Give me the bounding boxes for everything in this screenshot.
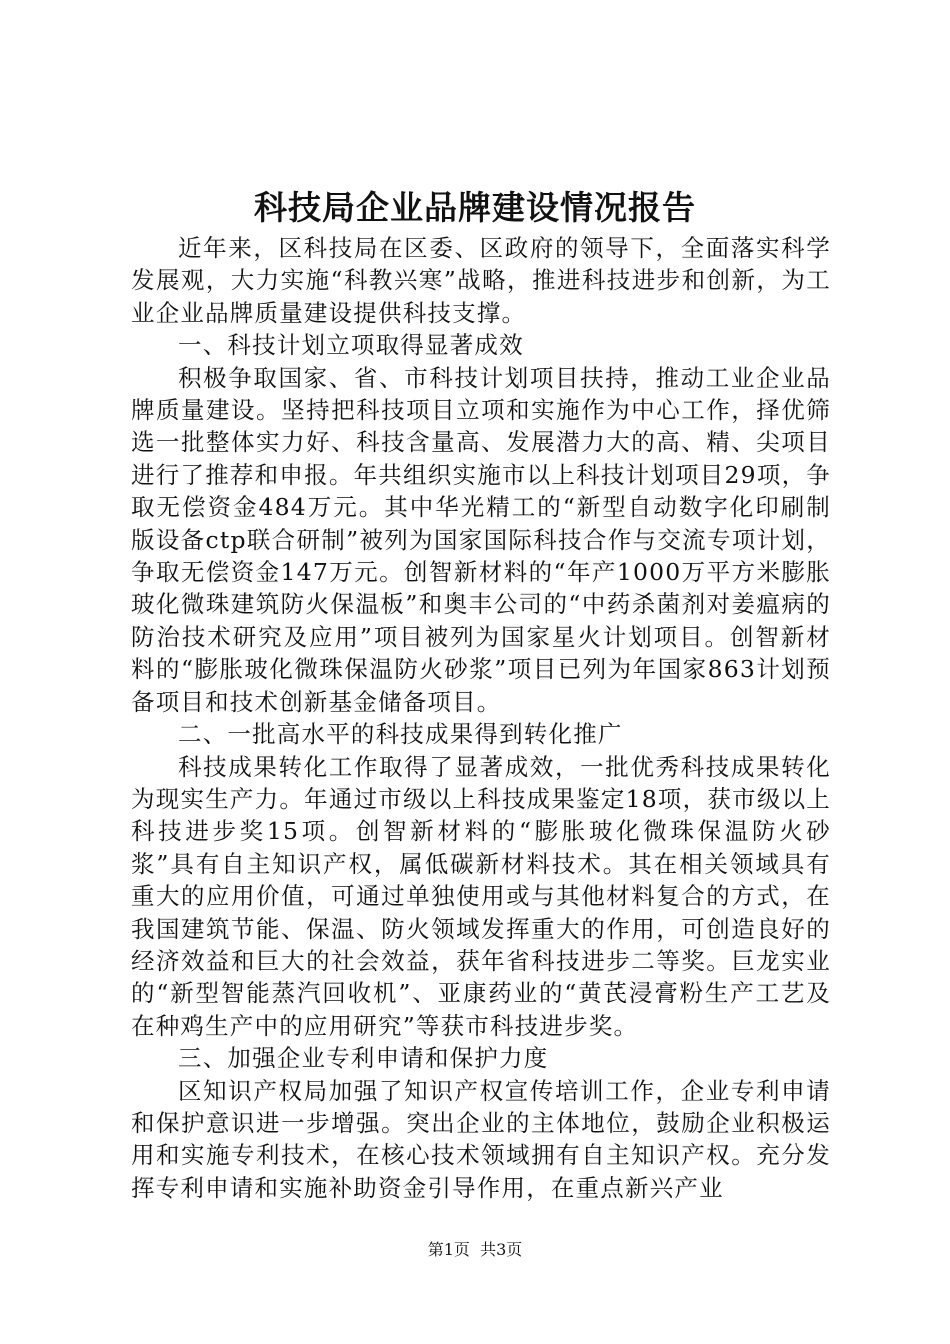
- section-heading-2: 二、一批高水平的科技成果得到转化推广: [178, 720, 623, 749]
- page-footer: 第1页 共3页: [427, 1240, 523, 1259]
- section-paragraph-3: 区知识产权局加强了知识产权宣传培训工作，企业专利申请和保护意识进一步增强。突出企业的主体地位，鼓励企业积极运用和实施专利技术，在核心技术领域拥有自主知识产权。充分发挥专利申请和实施补助资金引导作用，在重点新兴产业: [131, 1076, 831, 1202]
- document-title: 科技局企业品牌建设情况报告: [254, 188, 696, 227]
- intro-paragraph: 近年来，区科技局在区委、区政府的领导下，全面落实科学发展观，大力实施“科教兴寒”战略，推进科技进步和创新，为工业企业品牌质量建设提供科技支撑。: [131, 234, 831, 327]
- section-paragraph-2: 科技成果转化工作取得了显著成效，一批优秀科技成果转化为现实生产力。年通过市级以上科技成果鉴定18项，获市级以上科技进步奖15项。创智新材料的“膨胀玻化微珠保温防火砂浆”具有自主知识产权，属低碳新材料技术。其在相关领域具有重大的应用价值，可通过单独使用或与其他材料复合的方式，在我国建筑节能、保温、防火领域发挥重大的作用，可创造良好的经济效益和巨大的社会效益，获年省科技进步二等奖。巨龙实业的“新型智能蒸汽回收机”、亚康药业的“黄芪浸膏粉生产工艺及在种鸡生产中的应用研究”等获市科技进步奖。: [131, 752, 831, 1040]
- section-heading-3: 三、加强企业专利申请和保护力度: [178, 1044, 549, 1073]
- section-paragraph-1: 积极争取国家、省、市科技计划项目扶持，推动工业企业品牌质量建设。坚持把科技项目立项和实施作为中心工作，择优筛选一批整体实力好、科技含量高、发展潜力大的高、精、尖项目进行了推荐和申报。年共组织实施市以上科技计划项目29项，争取无偿资金484万元。其中华光精工的“新型自动数字化印刷制版设备ctp联合研制”被列为国家国际科技合作与交流专项计划，争取无偿资金147万元。创智新材料的“年产1000万平方米膨胀玻化微珠建筑防火保温板”和奥丰公司的“中药杀菌剂对姜瘟病的防治技术研究及应用”项目被列为国家星火计划项目。创智新材料的“膨胀玻化微珠保温防火砂浆”项目已列为年国家863计划预备项目和技术创新基金储备项目。: [131, 363, 831, 716]
- document-body: [131, 232, 831, 1204]
- section-heading-1: 一、科技计划立项取得显著成效: [178, 331, 524, 360]
